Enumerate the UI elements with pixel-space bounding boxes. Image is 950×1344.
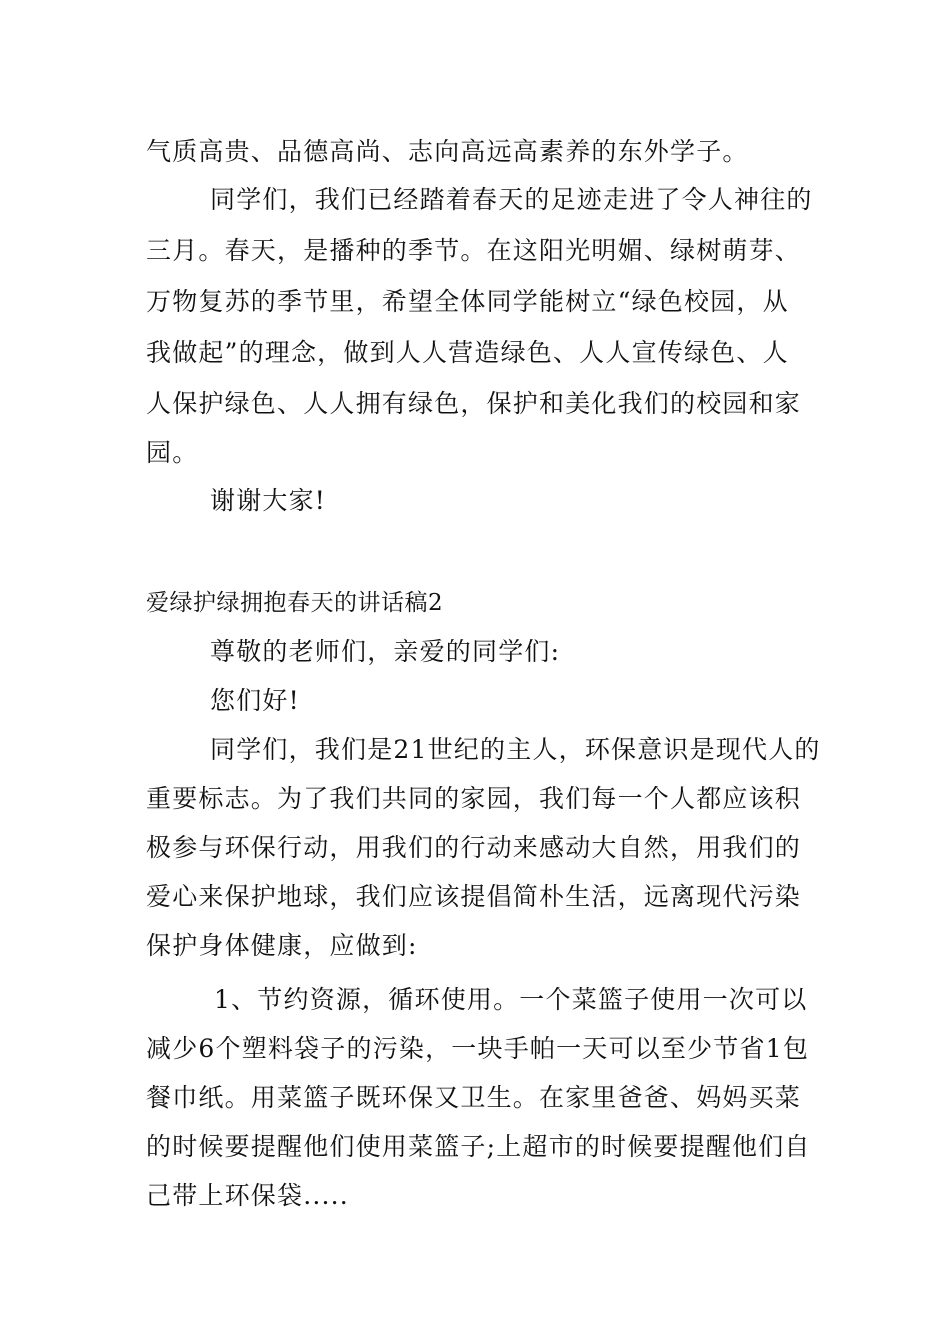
text-line: 减少6个塑料袋子的污染，一块手帕一天可以至少节省1包 [146, 1034, 810, 1063]
text-line: 重要标志。为了我们共同的家园，我们每一个人都应该积 [146, 784, 802, 813]
closing-line: 谢谢大家! [210, 486, 327, 515]
text-line: 爱心来保护地球，我们应该提倡简朴生活，远离现代污染 [146, 882, 802, 911]
text-line: 园。 [146, 438, 199, 467]
greeting-line: 您们好! [210, 686, 300, 715]
text-line: 极参与环保行动，用我们的行动来感动大自然，用我们的 [146, 833, 802, 862]
text-line: 己带上环保袋..... [146, 1181, 349, 1210]
text-line: 保护身体健康，应做到: [146, 931, 418, 960]
text-line: 的时候要提醒他们使用菜篮子;上超市的时候要提醒他们自 [146, 1132, 811, 1161]
text-line: 餐巾纸。用菜篮子既环保又卫生。在家里爸爸、妈妈买菜 [146, 1083, 802, 1112]
text-line: 三月。春天，是播种的季节。在这阳光明媚、绿树萌芽、 [146, 236, 802, 265]
paragraph-line: 同学们，我们是21世纪的主人，环保意识是现代人的 [210, 735, 821, 764]
text-line: 气质高贵、品德高尚、志向高远高素养的东外学子。 [146, 137, 749, 166]
list-item-line: 1、节约资源，循环使用。一个菜篮子使用一次可以 [214, 985, 808, 1014]
salutation-line: 尊敬的老师们，亲爱的同学们: [210, 637, 561, 666]
paragraph-line: 同学们，我们已经踏着春天的足迹走进了令人神往的 [210, 185, 813, 214]
text-line: 万物复苏的季节里，希望全体同学能树立“绿色校园，从 [146, 287, 789, 316]
text-line: 我做起”的理念，做到人人营造绿色、人人宣传绿色、人 [146, 338, 789, 367]
text-line: 人保护绿色、人人拥有绿色，保护和美化我们的校园和家 [146, 389, 802, 418]
section-title: 爱绿护绿拥抱春天的讲话稿2 [146, 590, 444, 616]
